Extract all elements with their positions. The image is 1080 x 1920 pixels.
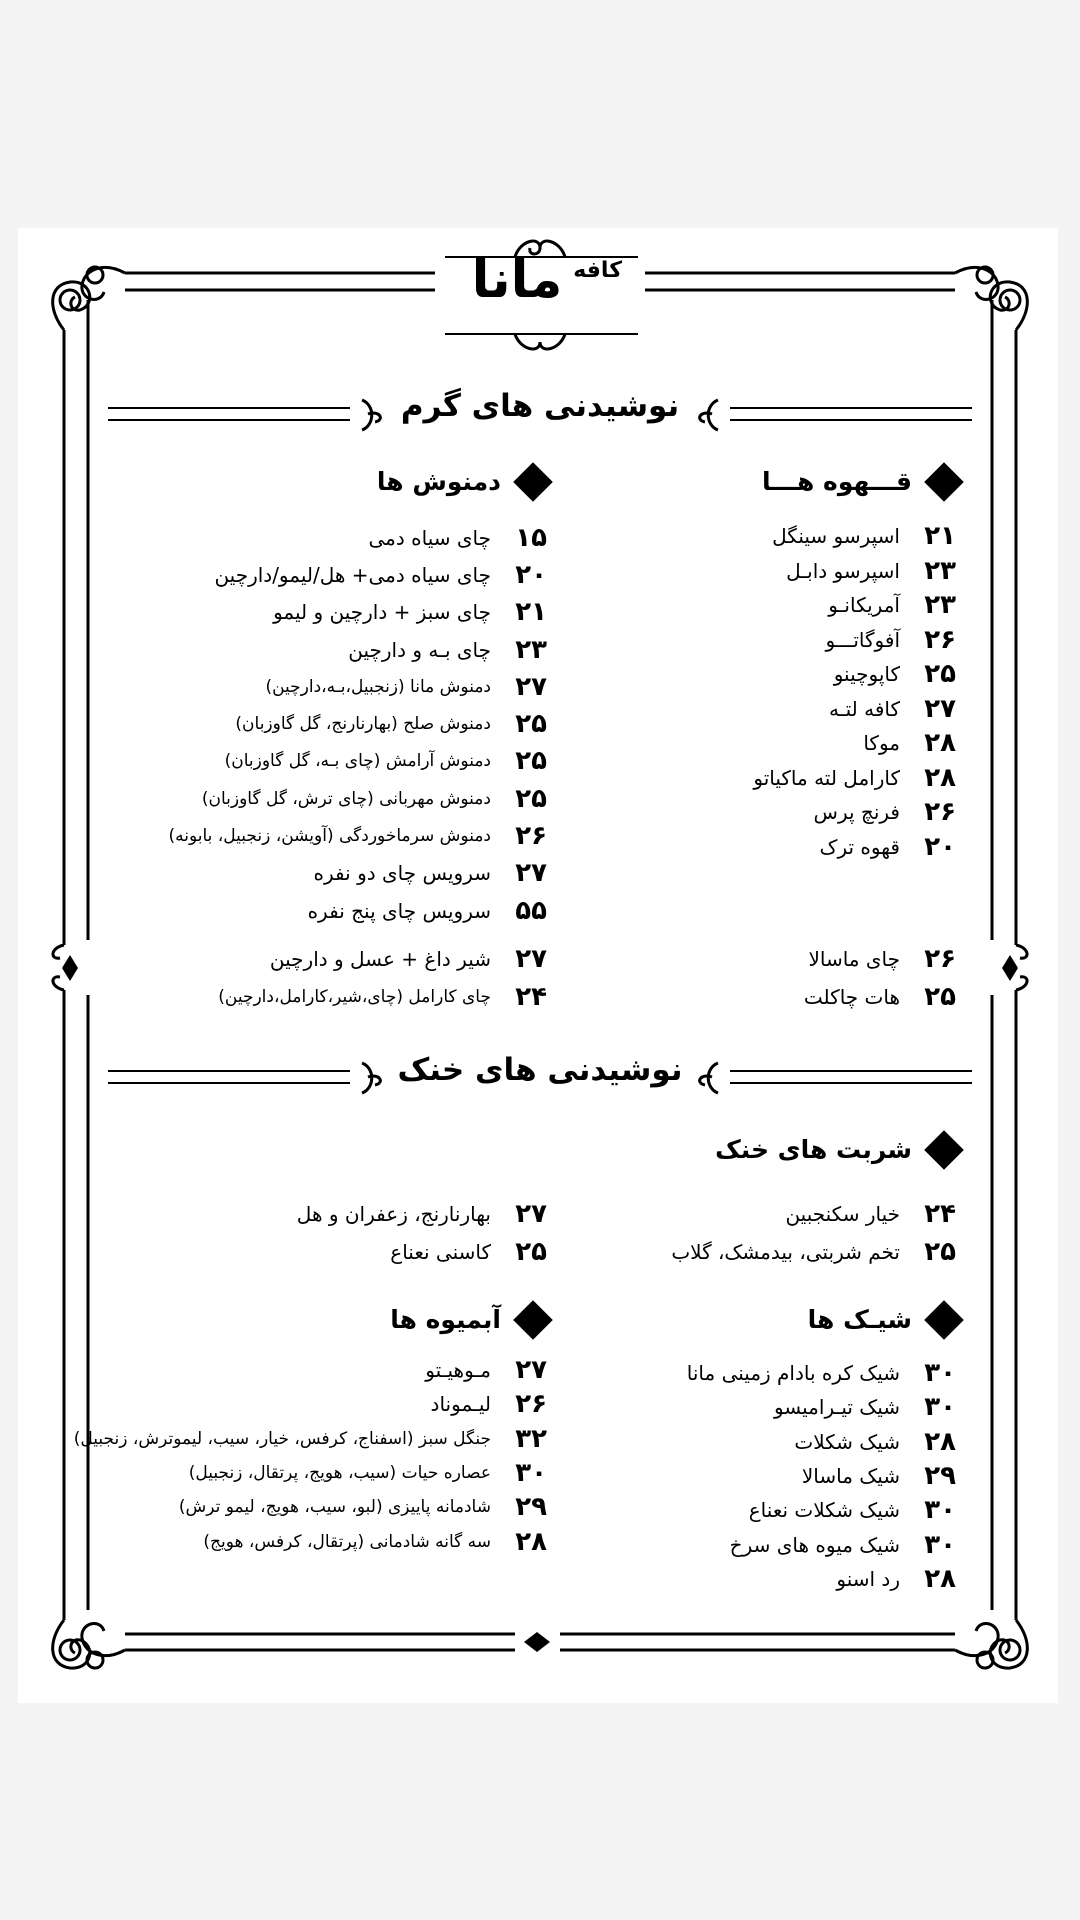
list-item <box>218 940 547 978</box>
item-price: ۳۲ <box>515 1423 547 1454</box>
item-name: عصاره حیات (سیب، هویج، پرتقال، زنجبیل) <box>188 1463 491 1484</box>
diamond-bullet-icon <box>924 1300 964 1340</box>
item-name: آفوگاتـــو <box>825 627 900 652</box>
list-item <box>753 519 956 554</box>
item-name: آمریکانـو <box>828 593 900 618</box>
item-price: ۲۵ <box>515 746 547 777</box>
infusions-list <box>168 519 547 929</box>
list-item <box>687 1562 956 1596</box>
item-price: ۲۸ <box>924 728 956 759</box>
list-item <box>687 1493 956 1527</box>
item-name: دمنوش سرماخوردگی (آویشن، زنجبیل، بابونه) <box>168 826 491 847</box>
diamond-bullet-icon <box>513 462 553 502</box>
list-item <box>168 705 547 742</box>
list-item <box>687 1356 956 1390</box>
item-price: ۲۷ <box>515 1199 547 1229</box>
item-price: ۲۷ <box>515 1355 547 1386</box>
list-item <box>687 1459 956 1493</box>
shakes-label: شیـک ها <box>807 1305 912 1334</box>
item-price: ۲۷ <box>515 858 547 889</box>
syrups-list-left <box>297 1195 547 1271</box>
item-name: شادمانه پاییزی (لبو، سیب، هویج، لیمو ترش) <box>178 1497 491 1518</box>
list-item <box>753 588 956 623</box>
item-name: تخم شربتی، بیدمشک، گلاب <box>671 1240 900 1264</box>
item-price: ۲۶ <box>924 797 956 828</box>
item-name: فرنچ پرس <box>813 800 900 825</box>
item-name: چای سیاه دمی <box>368 525 491 550</box>
item-price: ۲۵ <box>515 709 547 740</box>
item-name: شیک تیـرامیسو <box>773 1395 900 1420</box>
list-item <box>74 1387 547 1421</box>
logo-main-text: مانا <box>471 250 563 310</box>
item-price: ۲۸ <box>924 1563 956 1594</box>
list-item <box>74 1456 547 1490</box>
item-name: دمنوش مانا (زنجبیل،بـه،دارچین) <box>265 676 491 697</box>
item-name: موکا <box>863 731 900 756</box>
diamond-bullet-icon <box>924 1130 964 1170</box>
item-name: سه گانه شادمانی (پرتقال، کرفس، هویج) <box>203 1531 491 1552</box>
item-name: شیک شکلات نعناع <box>748 1498 900 1523</box>
item-name: جنگل سبز (اسفناج، کرفس، خیار، سیب، لیموترش، زنجبیل) <box>73 1428 491 1449</box>
item-name: دمنوش صلح (بهارنارنج، گل گاوزبان) <box>235 714 491 735</box>
list-item <box>74 1422 547 1456</box>
list-item <box>297 1233 547 1271</box>
hot-drinks-title: نوشیدنی های گرم <box>400 388 680 424</box>
item-price: ۲۶ <box>515 1389 547 1420</box>
item-price: ۲۶ <box>924 624 956 655</box>
item-price: ۲۵ <box>924 982 956 1012</box>
item-price: ۲۵ <box>924 659 956 690</box>
item-name: مـوهیـتو <box>425 1358 491 1383</box>
list-item <box>753 657 956 692</box>
item-name: چای بـه و دارچین <box>348 637 491 662</box>
item-price: ۵۵ <box>515 895 547 926</box>
juices-label: آبمیوه ها <box>390 1305 501 1334</box>
list-item <box>804 978 956 1016</box>
list-item <box>753 623 956 658</box>
item-name: چای سیاه دمی+ هل/لیمو/دارچین <box>214 562 491 587</box>
item-name: کاسنی نعناع <box>390 1240 491 1264</box>
syrups-label: شربت های خنک <box>715 1135 912 1164</box>
item-name: شیک میوه های سرخ <box>729 1532 900 1557</box>
item-price: ۳۰ <box>924 1392 956 1423</box>
item-price: ۳۰ <box>924 1529 956 1560</box>
item-price: ۲۷ <box>924 693 956 724</box>
list-item <box>218 978 547 1016</box>
list-item <box>753 761 956 796</box>
syrups-list-right <box>671 1195 956 1271</box>
item-name: دمنوش مهربانی (چای ترش، گل گاوزبان) <box>201 788 491 809</box>
list-item <box>671 1233 956 1271</box>
item-price: ۲۳ <box>515 634 547 665</box>
item-name: کاپوچینو <box>833 662 900 687</box>
item-price: ۲۹ <box>924 1461 956 1492</box>
item-price: ۲۳ <box>924 555 956 586</box>
item-price: ۲۸ <box>515 1526 547 1557</box>
item-name: شیک شکلات <box>794 1429 900 1454</box>
syrups-header <box>715 1135 958 1164</box>
item-price: ۲۸ <box>924 1426 956 1457</box>
item-name: سرویس چای پنج نفره <box>307 898 491 923</box>
infusions-extra-list <box>218 940 547 1016</box>
item-name: شیک ماسالا <box>801 1464 900 1489</box>
list-item <box>687 1390 956 1424</box>
item-name: چای کارامل (چای،شیر،کارامل،دارچین) <box>218 987 491 1007</box>
list-item <box>297 1195 547 1233</box>
list-item <box>753 554 956 589</box>
item-price: ۲۱ <box>515 597 547 628</box>
item-name: خیار سکنجبین <box>785 1202 900 1226</box>
list-item <box>753 692 956 727</box>
item-name: دمنوش آرامش (چای بـه، گل گاوزبان) <box>224 751 491 772</box>
item-price: ۳۰ <box>515 1458 547 1489</box>
item-name: بهارنارنج، زعفران و هل <box>296 1202 491 1226</box>
item-price: ۲۳ <box>924 590 956 621</box>
diamond-bullet-icon <box>924 462 964 502</box>
infusions-header <box>377 467 547 496</box>
item-name: شیک کره بادام زمینی مانا <box>686 1361 900 1386</box>
item-name: چای سبز + دارچین و لیمو <box>273 600 491 625</box>
item-price: ۲۵ <box>515 783 547 814</box>
list-item <box>168 743 547 780</box>
item-name: هات چاکلت <box>803 985 900 1009</box>
list-item <box>687 1425 956 1459</box>
list-item <box>168 556 547 593</box>
coffee-list <box>753 519 956 864</box>
item-price: ۲۶ <box>515 821 547 852</box>
list-item <box>753 726 956 761</box>
juices-header <box>390 1305 547 1334</box>
item-name: سرویس چای دو نفره <box>313 861 491 886</box>
item-price: ۲۰ <box>924 831 956 862</box>
item-price: ۳۰ <box>924 1358 956 1389</box>
item-name: رد اسنو <box>836 1566 900 1591</box>
shakes-header <box>808 1305 958 1334</box>
logo-small-text: کافه <box>573 258 622 283</box>
juices-list <box>74 1353 547 1559</box>
coffee-header <box>762 467 958 496</box>
list-item <box>753 795 956 830</box>
coffee-extra-list <box>804 940 956 1016</box>
list-item <box>168 892 547 929</box>
item-name: اسپرسو سینگل <box>772 524 900 549</box>
item-price: ۲۴ <box>924 1199 956 1229</box>
list-item <box>74 1524 547 1558</box>
list-item <box>168 519 547 556</box>
list-item <box>168 780 547 817</box>
shakes-list <box>687 1356 956 1596</box>
item-name: لیـموناد <box>430 1392 491 1417</box>
item-name: قهوه ترک <box>819 834 900 859</box>
coffee-label: قـــهوه هـــا <box>762 467 912 496</box>
list-item <box>168 668 547 705</box>
item-price: ۲۵ <box>924 1237 956 1267</box>
item-name: چای ماسالا <box>808 947 900 971</box>
list-item <box>804 940 956 978</box>
list-item <box>74 1490 547 1524</box>
item-price: ۱۵ <box>515 522 547 553</box>
cold-drinks-title: نوشیدنی های خنک <box>397 1052 683 1088</box>
item-name: کافه لتـه <box>829 696 900 721</box>
item-price: ۲۵ <box>515 1237 547 1267</box>
item-name: اسپرسو دابـل <box>786 558 900 583</box>
infusions-label: دمنوش ها <box>376 467 501 496</box>
item-price: ۲۰ <box>515 559 547 590</box>
list-item <box>753 830 956 865</box>
item-price: ۲۶ <box>924 944 956 974</box>
item-price: ۲۸ <box>924 762 956 793</box>
list-item <box>168 817 547 854</box>
list-item <box>671 1195 956 1233</box>
item-price: ۲۹ <box>515 1492 547 1523</box>
item-price: ۲۴ <box>515 982 547 1012</box>
cafe-logo <box>452 238 630 350</box>
item-price: ۲۷ <box>515 671 547 702</box>
diamond-bullet-icon <box>513 1300 553 1340</box>
list-item <box>168 631 547 668</box>
item-price: ۳۰ <box>924 1495 956 1526</box>
list-item <box>168 855 547 892</box>
item-price: ۲۱ <box>924 521 956 552</box>
item-name: کارامل لته ماکیاتو <box>753 765 900 790</box>
item-price: ۲۷ <box>515 944 547 974</box>
list-item <box>74 1353 547 1387</box>
item-name: شیر داغ + عسل و دارچین <box>269 947 491 971</box>
list-item <box>168 594 547 631</box>
list-item <box>687 1527 956 1561</box>
